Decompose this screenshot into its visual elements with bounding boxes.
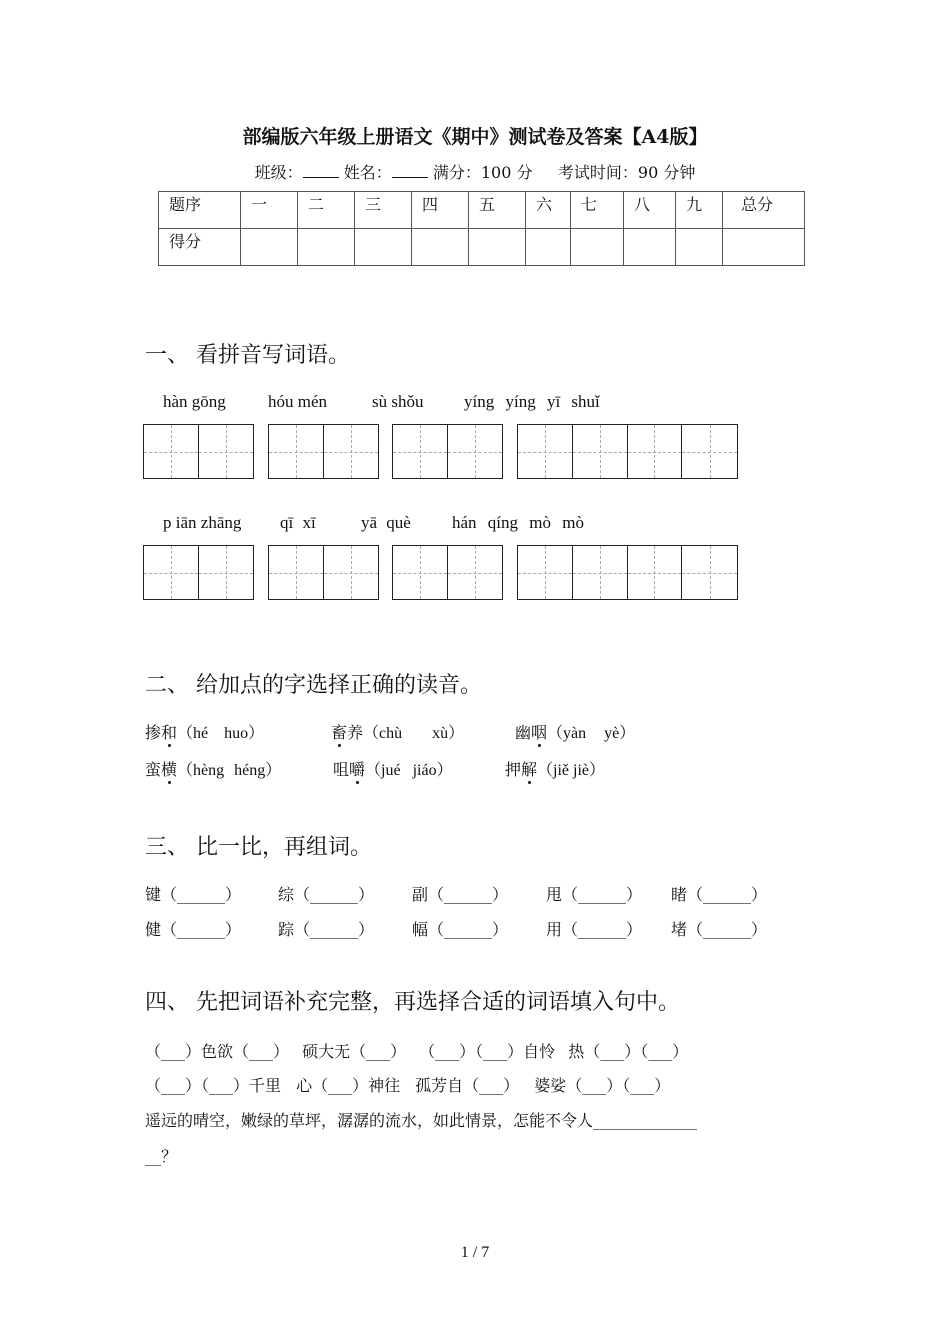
pinyin-5: p iān zhāng <box>163 513 242 532</box>
score-cell[interactable] <box>571 229 624 266</box>
writing-box[interactable] <box>268 545 379 600</box>
reading-item: 咀嚼（jué jiáo） <box>333 760 453 779</box>
score-cell[interactable] <box>412 229 469 266</box>
col-header: 三 <box>355 192 412 229</box>
col-header: 二 <box>298 192 355 229</box>
col-header: 九 <box>676 192 723 229</box>
writing-box[interactable] <box>392 424 503 479</box>
writing-box[interactable] <box>268 424 379 479</box>
writing-box[interactable] <box>143 545 254 600</box>
section-4-heading: 四、 先把词语补充完整，再选择合适的词语填入句中。 <box>145 990 680 1015</box>
class-blank[interactable] <box>303 163 339 178</box>
col-header: 五 <box>469 192 526 229</box>
section-2-heading: 二、 给加点的字选择正确的读音。 <box>145 673 482 698</box>
score-row-points <box>159 229 805 266</box>
class-label: 班级： <box>254 163 303 182</box>
score-cell[interactable] <box>723 229 805 266</box>
writing-box[interactable] <box>392 545 503 600</box>
row-label: 得分 <box>159 229 241 266</box>
fill-sentence: 遥远的晴空，嫩绿的草坪，潺潺的流水，如此情景，怎能不令人_____________ <box>145 1111 698 1130</box>
exam-info <box>0 160 950 183</box>
score-row-order <box>159 192 805 229</box>
compare-item: 堵（______） <box>671 920 768 939</box>
dotted-char: 和 <box>161 723 178 742</box>
full-score: 满分：100 分 <box>432 163 533 182</box>
reading-item: 蛮横（hèng héng） <box>145 760 282 779</box>
pinyin-1: hàn gōng <box>163 392 226 411</box>
fill-sentence-end: __？ <box>145 1147 178 1166</box>
dotted-char: 咽 <box>531 723 548 742</box>
score-cell[interactable] <box>469 229 526 266</box>
compare-item: 甩（______） <box>546 885 643 904</box>
reading-item: 畜养（chù xù） <box>331 723 465 742</box>
exam-time: 考试时间：90 分钟 <box>557 163 696 182</box>
pinyin-6: qī xī <box>280 513 316 532</box>
col-header: 总分 <box>723 192 805 229</box>
writing-box[interactable] <box>517 424 738 479</box>
col-header: 八 <box>624 192 676 229</box>
score-cell[interactable] <box>355 229 412 266</box>
dotted-char: 畜 <box>331 723 348 742</box>
compare-item: 综（______） <box>278 885 375 904</box>
section-1-heading: 一、 看拼音写词语。 <box>145 343 350 368</box>
compare-item: 键（______） <box>145 885 242 904</box>
score-cell[interactable] <box>526 229 571 266</box>
dotted-char: 横 <box>161 760 178 779</box>
reading-item: 押解（jiě jiè） <box>505 760 606 779</box>
col-header: 一 <box>241 192 298 229</box>
dotted-char: 嚼 <box>349 760 366 779</box>
compare-item: 幅（______） <box>412 920 509 939</box>
compare-item: 健（______） <box>145 920 242 939</box>
writing-box[interactable] <box>517 545 738 600</box>
name-label: 姓名： <box>343 163 392 182</box>
score-table <box>158 191 805 266</box>
compare-item: 踪（______） <box>278 920 375 939</box>
idiom-line-1: （___）色欲（___） 硕大无（___） （___）（___）自怜 热（___）（___） <box>145 1042 689 1061</box>
page-title: 部编版六年级上册语文《期中》测试卷及答案【A4版】 <box>242 126 708 148</box>
dotted-char: 解 <box>521 760 538 779</box>
score-cell[interactable] <box>676 229 723 266</box>
idiom-line-2: （___）（___）千里 心（___）神往 孤芳自（___） 婆娑（___）（___） <box>145 1076 671 1095</box>
writing-box[interactable] <box>143 424 254 479</box>
page-number: 1 / 7 <box>460 1244 490 1261</box>
score-cell[interactable] <box>241 229 298 266</box>
row-label: 题序 <box>159 192 241 229</box>
section-3-heading: 三、 比一比，再组词。 <box>145 835 372 860</box>
pinyin-3: sù shǒu <box>372 392 424 411</box>
col-header: 七 <box>571 192 624 229</box>
pinyin-4: yíng yíng yī shuǐ <box>464 392 600 411</box>
compare-item: 副（______） <box>412 885 509 904</box>
reading-item: 掺和（hé huo） <box>145 723 265 742</box>
pinyin-8: hán qíng mò mò <box>452 513 584 532</box>
pinyin-2: hóu mén <box>268 392 328 411</box>
compare-item: 睹（______） <box>671 885 768 904</box>
reading-item: 幽咽（yàn yè） <box>515 723 636 742</box>
name-blank[interactable] <box>392 163 428 178</box>
score-cell[interactable] <box>298 229 355 266</box>
score-cell[interactable] <box>624 229 676 266</box>
col-header: 六 <box>526 192 571 229</box>
pinyin-7: yā què <box>361 513 411 532</box>
col-header: 四 <box>412 192 469 229</box>
compare-item: 用（______） <box>546 920 643 939</box>
